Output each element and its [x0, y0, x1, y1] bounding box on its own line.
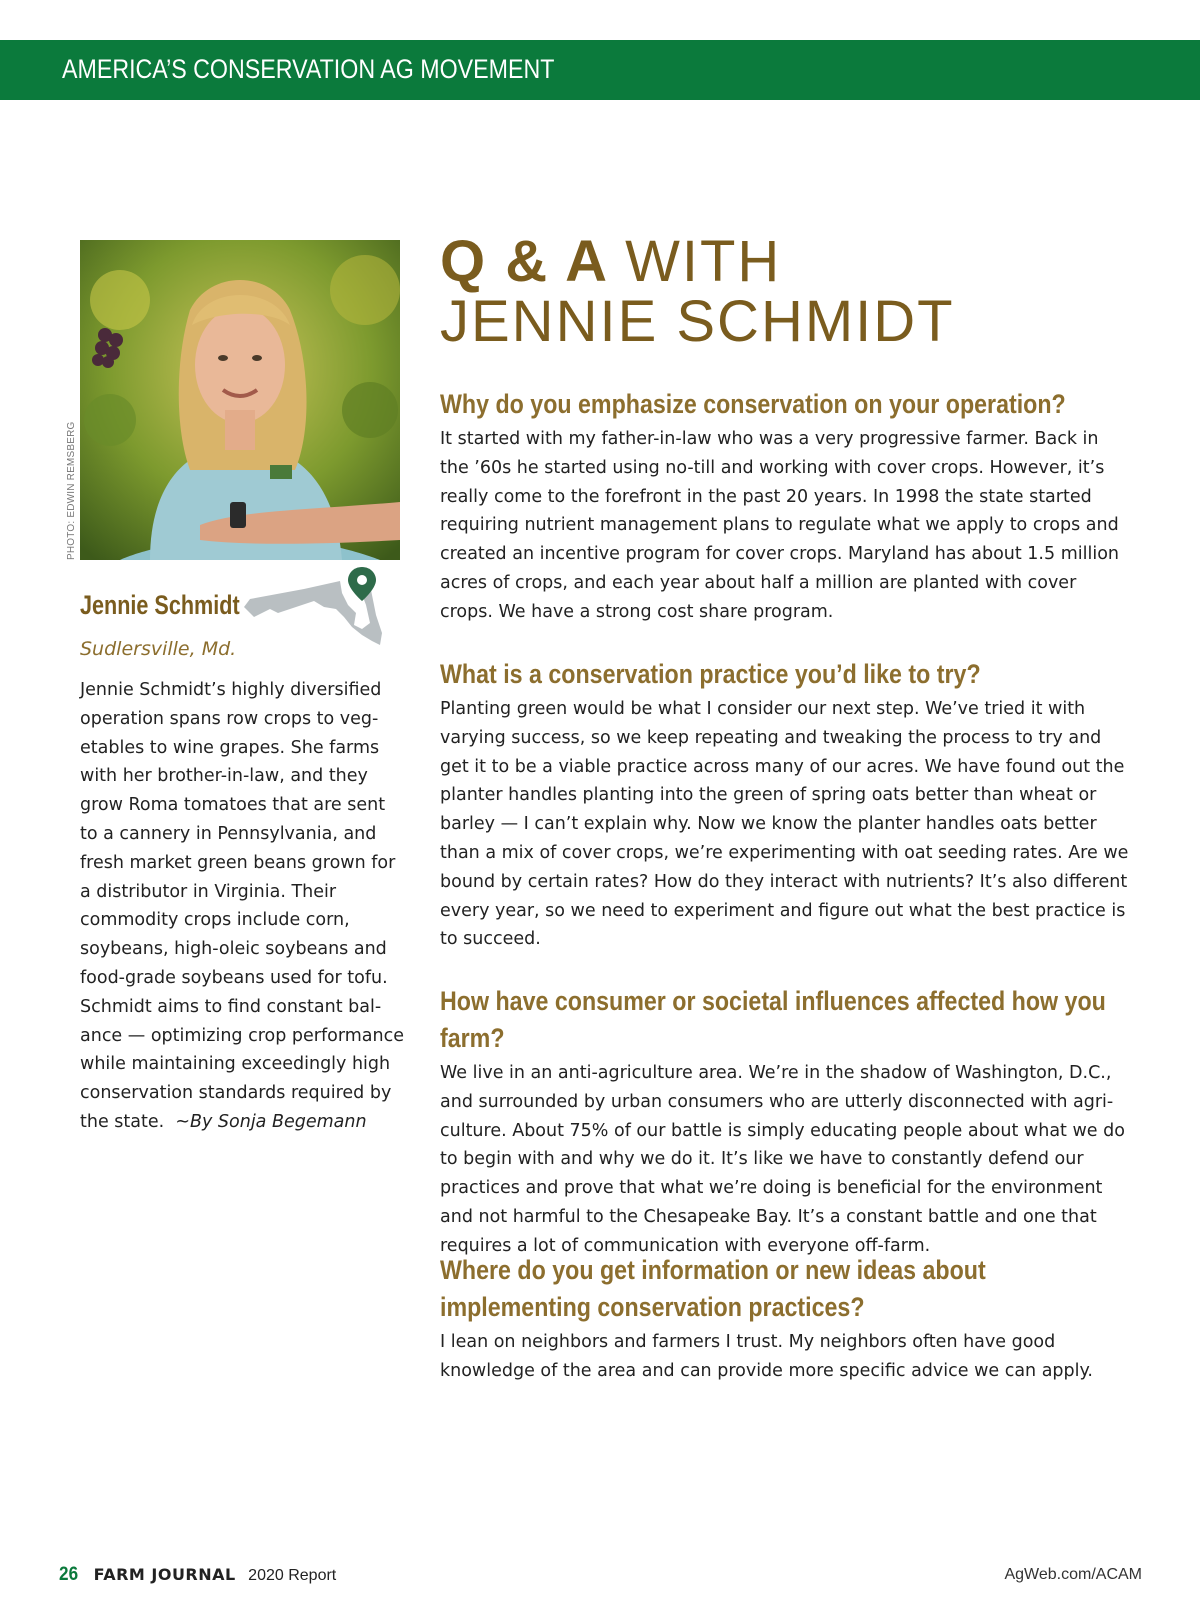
question: How have consumer or societal influences affected how you farm? [440, 986, 1106, 1053]
portrait-image [80, 240, 400, 560]
byline: ~By Sonja Begemann [175, 1111, 367, 1132]
qa-block [440, 656, 1130, 954]
qa-block [440, 983, 1130, 1261]
footer-url[interactable]: AgWeb.com/ACAM [1004, 1566, 1142, 1583]
answer: It started with my father-in-law who was a very progressive farmer. Back in the ’60s he started using no-till and working with cover crops. However, it’s really come to the forefront in the past 20 years. In 1998 the state started requiring nutrient management plans to regulate what we apply to crops and created an incentive program for cover crops. Maryland has about 1.5 million acres of crops, and each year about half a million are planted with cover crops. We have a strong cost share program. [440, 429, 1119, 622]
title-name: JENNIE SCHMIDT [440, 289, 955, 354]
profile-bio-text: Jennie Schmidt’s highly diversified operation spans row crops to veg-etables to wine grapes. She farms with her brother-in-law, and they grow Roma tomatoes that are sent to a cannery in Pennsylvania, and fresh market green beans grown for a distributor in Virginia. Their commodity crops include corn, soybeans, high-oleic soybeans and food-grade soybeans used for tofu. Schmidt aims to find constant bal-ance — optimizing crop performance while maintaining exceedingly high conservation standards required by the state. [80, 680, 404, 1132]
answer: We live in an anti-agriculture area. We’re in the shadow of Washington, D.C., and surrounded by urban consumers who are utterly disconnected with agri-culture. About 75% of our battle is simply educating people about what we do to begin with and why we do it. It’s like we have to constantly defend our practices and prove that what we’re doing is beneficial for the environment and not harmful to the Chesapeake Bay. It’s a constant battle and one that requires a lot of communication with everyone off-farm. [440, 1063, 1125, 1256]
answer: Planting green would be what I consider our next step. We’ve tried it with varying success, so we keep repeating and tweaking the process to try and get it to be a viable practice across many of our acres. We have found out the planter handles planting into the green of spring oats better than wheat or barley — I can’t explain why. Now we know the planter handles oats better than a mix of cover crops, we’re experimenting with oat seeding rates. Are we bound by certain rates? How do they interact with nutrients? It’s also different every year, so we need to experiment and figure out what the best practice is to succeed. [440, 699, 1129, 950]
maryland-map [244, 565, 394, 647]
profile-location: Sudlersville, Md. [80, 638, 237, 660]
page-number: 26 [59, 1564, 79, 1585]
publication-name: FARM JOURNAL [93, 1565, 236, 1584]
report-label: 2020 Report [248, 1567, 337, 1584]
profile-photo [80, 240, 400, 560]
profile-name: Jennie Schmidt [80, 590, 240, 620]
section-banner [0, 40, 1200, 100]
title-with: WITH [625, 229, 782, 294]
photo-credit: PHOTO: EDWIN REMSBERG [66, 421, 77, 560]
profile-bio [80, 676, 405, 1137]
answer: I lean on neighbors and farmers I trust. My neighbors often have good knowledge of the area and can provide more specific advice we can apply. [440, 1332, 1093, 1381]
page-title [440, 229, 955, 354]
section-title: AMERICA’S CONSERVATION AG MOVEMENT [62, 54, 555, 84]
question: Why do you emphasize conservation on your operation? [440, 389, 1066, 419]
qa-block [440, 386, 1130, 627]
title-qa: Q & A [440, 229, 609, 294]
question: Where do you get information or new ideas about implementing conservation practices? [440, 1255, 986, 1322]
question: What is a conservation practice you’d like to try? [440, 659, 981, 689]
qa-block [440, 1252, 1130, 1386]
footer-left [58, 1564, 336, 1586]
